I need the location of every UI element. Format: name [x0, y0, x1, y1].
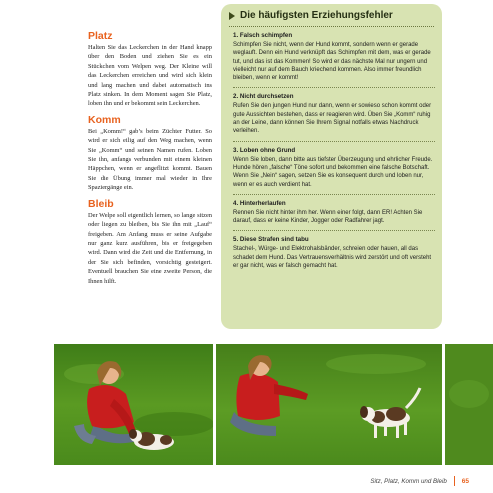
- mistakes-info-box: [221, 4, 442, 329]
- section-heading-platz: Platz: [88, 30, 113, 42]
- list-item: [233, 32, 435, 82]
- list-item: [233, 200, 435, 226]
- section-heading-bleib: Bleib: [88, 197, 114, 210]
- section-text-platz: Halten Sie das Leckerchen in der Hand knapp über den Boden und ziehen Sie es ein Stückchen vom Welpen weg. Der Kleine will das Leckerchen erreichen und wird sich klein und lang machen und dabei automatisch ins Platz sinken. In dem Moment sagen Sie Platz, loben ihn und er bekommt sein Leckerchen.: [88, 44, 212, 108]
- page-number: 65: [461, 477, 469, 485]
- item-text: Rufen Sie den jungen Hund nur dann, wenn er sowieso schon kommt oder gute Aussichten bestehen, dass er reagieren wird. Üben Sie „Komm“ ruhig an der Leine, dann können Sie Ihrem Signal notfalls etwas Nachdruck verleihen.: [233, 103, 432, 135]
- item-text: Schimpfen Sie nicht, wenn der Hund kommt, sondern wenn er gerade weglauft. Denn ein Hund verknüpft das Schimpfen mit dem, was er gerade tut, und das ist das Kommen! So wird er das nächste Mal nur ungern und vielleicht nur auf dem Bauch kriechend kommen. Also immer freundlich bleiben, wenn er kommt!: [233, 42, 431, 82]
- photo-grass-edge: [445, 344, 493, 465]
- photo-puppy-running: [216, 344, 442, 465]
- section-text-komm: Bei „Komm!“ gab’s beim Züchter Futter. So wird er sich eilig auf den Weg machen, wenn Sie „Komm“ und seinen Namen rufen. Loben Sie ihn, anfangs verbunden mit einem kleinen Häppchen, wenn er angeflitzt kommt. Bauen Sie die Übung immer mal wieder in Ihre Spaziergänge ein.: [88, 127, 212, 192]
- section-text-bleib: Der Welpe soll eigentlich lernen, so lange sitzen oder liegen zu bleiben, bis Sie ihn mit „Lauf“ freigeben. Am Anfang muss er seine Aufgabe nur ganz kurz ausführen, bis er freigegeben wird. Dann wird die Zeit und die Entfernung, in der Sie sich befinden, vorsichtig gesteigert. Eventuell brauchen Sie eine zweite Person, die Ihnen hilft.: [88, 211, 212, 285]
- mistakes-list: [233, 32, 435, 275]
- info-box-title: [229, 10, 393, 21]
- divider: [229, 26, 434, 27]
- divider: [233, 194, 435, 195]
- item-title: 3. Loben ohne Grund: [233, 146, 296, 154]
- info-box-title-text: Die häufigsten Erziehungsfehler: [240, 10, 393, 21]
- page-footer: [370, 476, 469, 486]
- photo-woman-with-puppy: [54, 344, 213, 465]
- item-title: 2. Nicht durchsetzen: [233, 93, 294, 101]
- item-title: 1. Falsch schimpfen: [233, 32, 293, 39]
- left-text-column: [88, 30, 212, 291]
- list-item: [233, 236, 435, 270]
- item-title: 5. Diese Strafen sind tabu: [233, 236, 309, 244]
- list-item: [233, 147, 435, 189]
- divider: [233, 141, 435, 142]
- item-title: 4. Hinterherlaufen: [233, 199, 286, 207]
- footer-separator: [454, 476, 455, 486]
- list-item: [233, 93, 435, 135]
- arrow-right-icon: [229, 12, 235, 20]
- item-text: Wenn Sie loben, dann bitte aus tiefster Überzeugung und ehrlicher Freude. Hunde hören „falsche“ Töne sofort und bekommen eine falsche Botschaft. Wenn Sie „Nein“ sagen, setzen Sie es konsequent durch und loben nur, wenn er es auch verdient hat.: [233, 156, 433, 188]
- divider: [233, 87, 435, 88]
- item-text: Rennen Sie nicht hinter ihm her. Wenn einer folgt, dann ER! Achten Sie darauf, dass er keine Kinder, Jogger oder Radfahrer jagt.: [233, 209, 423, 225]
- item-text: Stachel-, Würge- und Elektrohalsbänder, schreien oder hauen, all das schadet dem Hund. Das Vertrauensverhältnis wird zerstört und oft versteht er gar nicht, was er falsch gemacht hat.: [233, 246, 432, 270]
- divider: [233, 230, 435, 231]
- section-heading-komm: Komm: [88, 113, 121, 126]
- running-title: Sitz, Platz, Komm und Bleib: [370, 477, 447, 485]
